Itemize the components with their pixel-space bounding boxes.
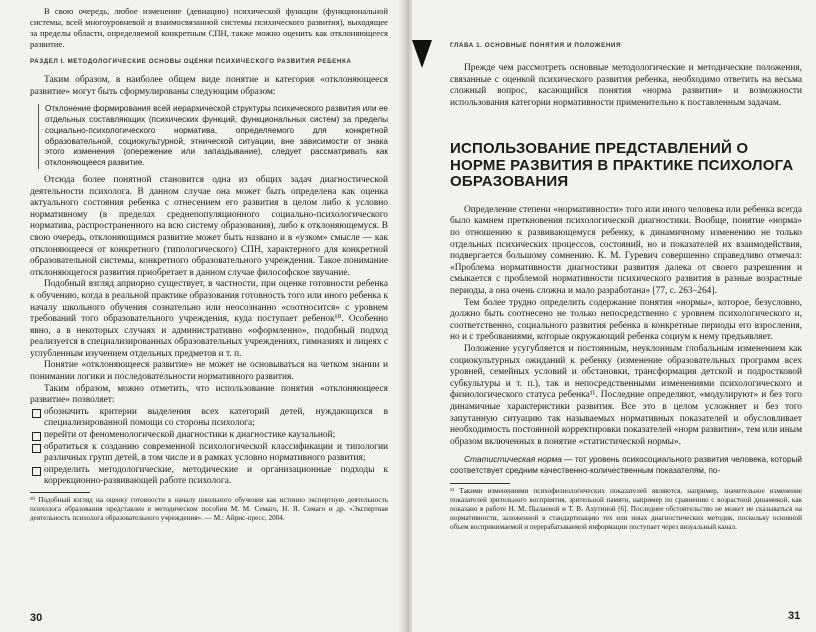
right-paragraph-5-text: — тот уровень психосоциального развития человека, который соответствует средним качественно-количественным показателям, по- <box>450 455 802 476</box>
right-page-column <box>450 42 802 532</box>
left-footnote: ¹⁰ Подобный взгляд на оценку готовности к началу школьного обучения как истинно экспертную деятельность психолога образования представлен в методическом пособии М. М. Семаго, Н. Я. Семаго и др. «Экспертная деятельность психолога образовательного учреждения». — М.: Айрис-пресс, 2004. <box>30 496 388 522</box>
right-footnote: ¹¹ Такими изменениями психофизиологических показателей являются, например, значительное изменение показателей зрительного восприятия, зрительной памяти, например по сравнению с возрастной динамикой, как показано в работе Н. М. Пылаевой и Т. В. Ахутиной [6]. Последнее обстоятельство не может не сказываться на нормативности, заложенной в стандартизацию тех или иных диагностических методик, поскольку основной объем воспринимаемой и перерабатываемой информации поступает через визуальный канал. <box>450 486 802 531</box>
term-statistical-norm: Статистическая норма <box>464 454 562 465</box>
left-paragraph-2: Отсюда более понятной становится одна из общих задач диагностической деятельности психолога. В данном случае она может быть определена как оценка актуального состояния ребенка с отнесением его развития в целом либо к условно нормативному (в пределах среднепопуляционного социально-психологического норматива, распространенного на всю систему образования), либо к отклоняющемуся. В свою очередь, отклоняющимся развитие может быть названо и в «узком» смысле — как отклоняющееся от конкретного (типологического) СПН, характерного для конкретной образовательной системы, конкретного образовательного учреждения. Такое понимание отклоняющегося развития приобретает в данном случае философское звучание. <box>30 174 388 278</box>
left-top-paragraph: В свою очередь, любое изменение (девиацию) психической функции (функциональной системы, всей многоуровневой и взаимосвязанной системы психического развития), выходящее за пределы области, определяемой конкретным СПН, также можно оценить как отклоняющееся развитие. <box>30 6 388 49</box>
left-page <box>0 0 404 632</box>
page-mark <box>412 40 432 68</box>
right-paragraph-2: Определение степени «нормативности» того или иного человека или ребенка всегда было камнем преткновения психологической диагностики. Вообще, понятие «норма» по отношению к развивающемуся ребенку, к динамичному изменению не только отдельных психических процессов, состояний, но и показателей их взаимодействия, подвергается большому сомнению. К. М. Гуревич совершенно справедливо отмечал: «Проблема нормативности диагностики развития далека от своего разрешения и смыкается с проблемой нормативности психического развития в разные возрастные периоды, а она очень сложна и мало разработана» [77, с. 263–264]. <box>450 204 802 297</box>
right-paragraph-4: Положение усугубляется и постоянным, неуклонным глобальным изменением как социокультурных ожиданий к ребенку (изменение образовательных программ всех уровней, семейных условий и обстановки, трансформация детской и подростковой субкультуры и т. п.), так и непосредственными изменениями психологического и физиологического статуса ребенка¹¹. Последние определяют, «модулируют» и без того динамичные характеристики развития. Все это в целом усложняет и без того запутанную ситуацию так называемых нормативных показателей и обусловливает необходимость постоянной корректировки показателей «норм развития», тем или иным образом включенных в понятие «статистической нормы». <box>450 344 802 447</box>
definition-box: Отклонение формирования всей иерархической структуры психического развития или ее отдельных составляющих (психических функций, функциональных систем) за пределы социально-психологического норматива, определяемого для конкретной образовательной, социокультурной, этнической ситуации, вне зависимости от знака этого изменения (опережение или запаздывание), следует рассматривать как отклоняющееся развитие. <box>38 104 388 169</box>
right-paragraph-5 <box>450 454 802 477</box>
right-page-number: 31 <box>788 610 801 622</box>
left-running-head: РАЗДЕЛ I. МЕТОДОЛОГИЧЕСКИЕ ОСНОВЫ ОЦЕНКИ ПСИХИЧЕСКОГО РАЗВИТИЯ РЕБЕНКА <box>30 58 352 65</box>
list-item: обратиться к созданию современной психологической классификации и типологии различных групп детей, в том числе и в рамках условно нормативного развития; <box>30 442 388 465</box>
footnote-rule <box>30 492 90 493</box>
list-item: обозначить критерии выделения всех категорий детей, нуждающихся в специализированной помощи со стороны психолога; <box>30 407 388 430</box>
left-paragraph-5: Таким образом, можно отметить, что использование понятия «отклоняющееся развитие» позволяет: <box>30 383 388 406</box>
list-item: определить методологические, методические и организационные подходы к коррекционно-развивающей работе психолога. <box>30 465 388 488</box>
right-running-head: ГЛАВА 1. ОСНОВНЫЕ ПОНЯТИЯ И ПОЛОЖЕНИЯ <box>450 42 621 49</box>
left-page-column <box>30 6 388 523</box>
left-paragraph-3: Подобный взгляд априорно существует, в частности, при оценке готовности ребенка к обучению, когда в реальной практике образования готовность того или иного ребенка к началу школьного обучения сознательно или неосознанно «соотносится» с уровнем требований того образовательного учреждения, куда поступает ребенок¹⁰. Особенно явно, а в некоторых случаях и административно «оформленно», подобный подход реализуется в специализированных образовательных учреждениях, гимназиях и лицеях с углубленным изучением отдельных предметов и т. п. <box>30 279 388 359</box>
left-paragraph-4: Понятие «отклоняющееся развитие» не может не основываться на четком знании и понимании логики и последовательности нормативного развития. <box>30 360 388 383</box>
bullet-list <box>30 407 388 488</box>
right-paragraph-3: Тем более трудно определить содержание понятия «нормы», которое, безусловно, должно быть соотнесено не только непосредственно с уровнем психологического и, соответственно, социального развития ребенка в конкретные периоды его взросления, но и с требованиями, которые окружающий ребенка социум к нему предъявляет. <box>450 297 802 343</box>
left-paragraph-1: Таким образом, в наиболее общем виде понятие и категория «отклоняющееся развитие» могут быть сформулированы следующим образом: <box>30 75 388 97</box>
left-page-number: 30 <box>30 612 43 624</box>
list-item: перейти от феноменологической диагностики к диагностике каузальной; <box>30 430 388 442</box>
right-page <box>412 0 816 632</box>
right-paragraph-1: Прежде чем рассмотреть основные методологические и методические положения, связанные с оценкой психического развития ребенка, необходимо ответить на весьма сложный вопрос, касающийся понятия «норма развития» и возможности использования категории нормативности применительно к поставленным задачам. <box>450 63 802 108</box>
footnote-rule <box>450 483 510 484</box>
section-heading: ИСПОЛЬЗОВАНИЕ ПРЕДСТАВЛЕНИЙ О НОРМЕ РАЗВИТИЯ В ПРАКТИКЕ ПСИХОЛОГА ОБРАЗОВАНИЯ <box>450 140 794 191</box>
